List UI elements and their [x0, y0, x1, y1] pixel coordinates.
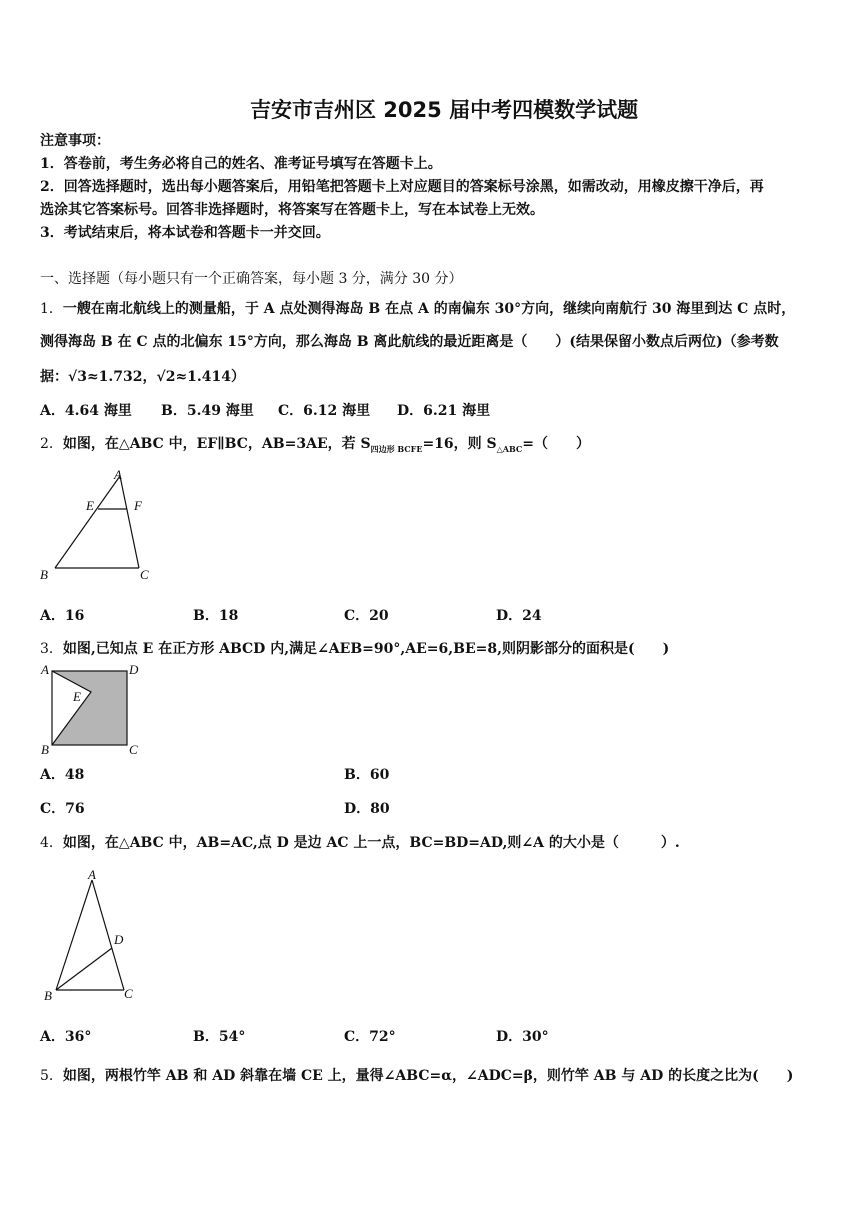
- q2-option-a: A．16: [40, 608, 85, 624]
- question-4-text: [40, 832, 680, 852]
- side-ab: [55, 476, 120, 568]
- q1-option-b: B．5.49 海里: [161, 403, 254, 419]
- note-3: 3．考试结束后，将本试卷和答题卡一并交回。: [40, 225, 330, 241]
- label-e: E: [86, 498, 94, 513]
- section-heading: 一、选择题（每小题只有一个正确答案，每小题 3 分，满分 30 分）: [40, 271, 463, 287]
- question-text: 如图，两根竹竿 AB 和 AD 斜靠在墙 CE 上，量得∠ABC=α，∠ADC=β，则竹竿 AB 与 AD 的长度之比为( ): [62, 1068, 794, 1084]
- label-e: E: [73, 689, 81, 704]
- question-number: 2．: [40, 436, 63, 452]
- page-title: 吉安市吉州区 2025 届中考四模数学试题: [250, 98, 639, 122]
- question-number: 3．: [40, 641, 63, 657]
- label-f: F: [134, 498, 142, 513]
- question-3-text: [40, 638, 669, 658]
- q1-option-d: D．6.21 海里: [397, 403, 491, 419]
- q3-option-d: D．80: [344, 801, 390, 817]
- question-text: =（ ）: [522, 436, 591, 452]
- label-b: B: [44, 988, 52, 1003]
- q1-option-a: A．4.64 海里: [40, 403, 132, 419]
- q4-option-b: B．54°: [193, 1029, 246, 1045]
- segment-bd: [56, 948, 112, 990]
- question-number: 1．: [40, 301, 63, 317]
- side-ac: [120, 476, 139, 568]
- question-5-text: [40, 1065, 793, 1085]
- question-number: 5．: [40, 1068, 63, 1084]
- q2-option-d: D．24: [496, 608, 542, 624]
- q4-option-d: D．30°: [496, 1029, 549, 1045]
- question-text: 如图,已知点 E 在正方形 ABCD 内,满足∠AEB=90°,AE=6,BE=8,则阴影部分的面积是( ): [62, 641, 670, 657]
- label-c: C: [124, 986, 133, 1001]
- subscript: △ABC: [496, 443, 523, 454]
- q2-triangle-figure: [36, 462, 166, 586]
- question-text: =16，则 S: [422, 436, 497, 452]
- label-d: D: [129, 662, 139, 677]
- note-1: 1．答卷前，考生务必将自己的姓名、准考证号填写在答题卡上。: [40, 156, 442, 172]
- subscript: 四边形 BCFE: [370, 443, 423, 454]
- label-c: C: [140, 567, 149, 582]
- label-b: B: [41, 742, 49, 757]
- question-1-line-3: 据：√3≈1.732，√2≈1.414）: [40, 369, 246, 385]
- question-1-line-2: 测得海岛 B 在 C 点的北偏东 15°方向，那么海岛 B 离此航线的最近距离是（ ）(结果保留小数点后两位)（参考数: [40, 334, 779, 350]
- side-ab: [56, 880, 92, 990]
- question-text: 一艘在南北航线上的测量船，于 A 点处测得海岛 B 在点 A 的南偏东 30°方向，继续向南航行 30 海里到达 C 点时，: [62, 301, 796, 317]
- question-number: 4．: [40, 835, 63, 851]
- label-a: A: [41, 662, 49, 677]
- label-b: B: [40, 567, 48, 582]
- q2-option-c: C．20: [344, 608, 389, 624]
- q4-option-c: C．72°: [344, 1029, 396, 1045]
- question-1-line-1: [40, 298, 795, 318]
- q1-option-c: C．6.12 海里: [278, 403, 371, 419]
- label-a: A: [88, 867, 96, 882]
- note-2-cont: 选涂其它答案标号。回答非选择题时，将答案写在答题卡上，写在本试卷上无效。: [40, 202, 544, 218]
- q4-triangle-figure: [38, 866, 143, 1006]
- notes-heading: 注意事项：: [40, 133, 110, 149]
- q2-option-b: B．18: [193, 608, 239, 624]
- q3-option-c: C．76: [40, 801, 85, 817]
- question-text: 如图，在△ABC 中，AB=AC,点 D 是边 AC 上一点，BC=BD=AD,则∠A 的大小是（ ）.: [62, 835, 680, 851]
- label-c: C: [129, 742, 138, 757]
- q3-option-a: A．48: [40, 767, 85, 783]
- q3-square-figure: [38, 660, 143, 758]
- shaded-region: [52, 671, 127, 745]
- label-d: D: [114, 932, 124, 947]
- q4-option-a: A．36°: [40, 1029, 92, 1045]
- question-text: 如图，在△ABC 中，EF∥BC，AB=3AE，若 S: [62, 436, 371, 452]
- question-2-text: [40, 433, 590, 455]
- label-a: A: [114, 467, 122, 482]
- q3-option-b: B．60: [344, 767, 390, 783]
- note-2: 2．回答选择题时，选出每小题答案后，用铅笔把答题卡上对应题目的答案标号涂黑，如需改动，用橡皮擦干净后，再: [40, 179, 764, 195]
